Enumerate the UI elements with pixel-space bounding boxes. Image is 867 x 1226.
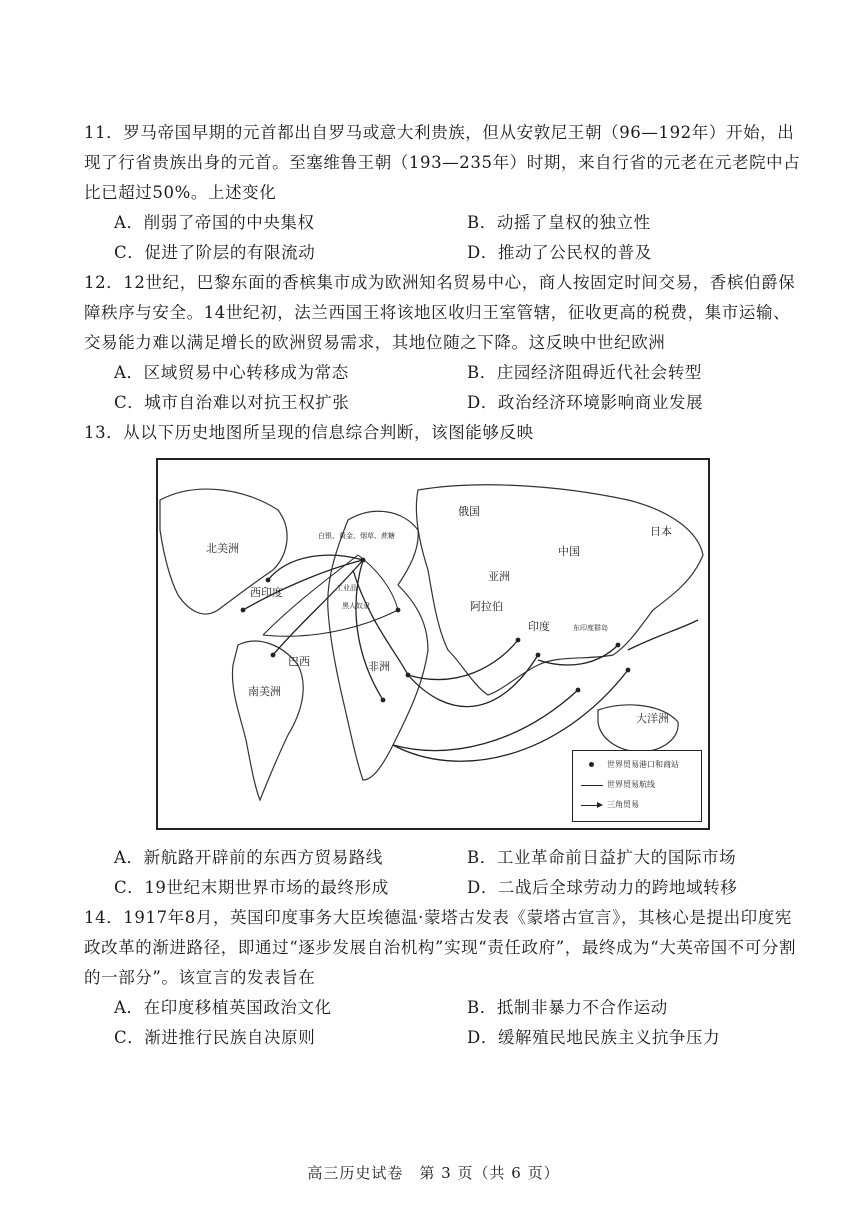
- question-stem: 14．1917年8月，英国印度事务大臣埃德温·蒙塔古发表《蒙塔古宣言》，其核心是提出印度宪政改革的渐进路径，即通过“逐步发展自治机构”实现“责任政府”，最终成为“大英帝国不可分割的一部分”。该宣言的发表旨在: [84, 908, 797, 987]
- map-small-label: 东印度群岛: [573, 624, 608, 632]
- option-a[interactable]: A．新航路开辟前的东西方贸易路线: [114, 848, 384, 867]
- map-label: 大洋洲: [636, 712, 669, 725]
- option-a[interactable]: A．削弱了帝国的中央集权: [114, 213, 315, 232]
- options: [114, 843, 802, 903]
- question-13: [84, 418, 802, 448]
- map-label: 印度: [528, 620, 550, 633]
- legend-label: 三角贸易: [607, 800, 639, 809]
- question-stem: 11．罗马帝国早期的元首都出自罗马或意大利贵族，但从安敦尼王朝（96—192年）开始，出现了行省贵族出身的元首。至塞维鲁王朝（193—235年）时期，来自行省的元老在元老院中占比已超过50%。上述变化: [84, 123, 801, 202]
- map-label: 非洲: [368, 660, 390, 673]
- option-c[interactable]: C．19世纪末期世界市场的最终形成: [114, 878, 389, 897]
- option-b[interactable]: B．动摇了皇权的独立性: [467, 213, 651, 232]
- options: [114, 208, 802, 268]
- map-label: 俄国: [458, 505, 480, 518]
- question-14: [84, 903, 802, 1053]
- options: [114, 993, 802, 1053]
- option-a[interactable]: A．区域贸易中心转移成为常态: [114, 363, 349, 382]
- map-label: 日本: [650, 525, 672, 538]
- map-label: 巴西: [288, 655, 310, 668]
- page-footer: 高三历史试卷 第 3 页（共 6 页）: [307, 1164, 560, 1182]
- legend-label: 世界贸易港口和商站: [607, 760, 679, 769]
- question-13-options: [84, 843, 802, 903]
- legend-label: 世界贸易航线: [607, 780, 655, 789]
- question-stem: 12．12世纪，巴黎东面的香槟集市成为欧洲知名贸易中心，商人按固定时间交易，香槟伯爵保障秩序与安全。14世纪初，法兰西国王将该地区收归王室管辖，征收更高的税费，集市运输、交易能力难以满足增长的欧洲贸易需求，其地位随之下降。这反映中世纪欧洲: [84, 273, 796, 352]
- map-label: 西印度: [250, 586, 283, 599]
- option-d[interactable]: D．政治经济环境影响商业发展: [467, 393, 704, 412]
- option-c[interactable]: C．城市自治难以对抗王权扩张: [114, 393, 350, 412]
- map-label: 北美洲: [206, 542, 239, 555]
- route-line-icon: [581, 781, 603, 789]
- map-label: 阿拉伯: [470, 600, 503, 613]
- map-label: 南美洲: [248, 685, 281, 698]
- option-d[interactable]: D．二战后全球劳动力的跨地域转移: [467, 878, 738, 897]
- option-c[interactable]: C．促进了阶层的有限流动: [114, 243, 316, 262]
- option-a[interactable]: A．在印度移植英国政治文化: [114, 998, 332, 1017]
- ports: [241, 558, 631, 703]
- map-label: 亚洲: [488, 570, 510, 583]
- option-b[interactable]: B．庄园经济阻碍近代社会转型: [467, 363, 703, 382]
- map-label: 中国: [558, 545, 580, 558]
- europe-africa-shape: [328, 511, 428, 780]
- question-stem: 13．从以下历史地图所呈现的信息综合判断，该图能够反映: [84, 423, 534, 442]
- question-11: [84, 118, 802, 268]
- question-12: [84, 268, 802, 418]
- option-d[interactable]: D．推动了公民权的普及: [467, 243, 652, 262]
- options: [114, 358, 802, 418]
- arrow-icon: [581, 801, 603, 809]
- port-dot-icon: [581, 761, 603, 769]
- option-c[interactable]: C．渐进推行民族自决原则: [114, 1028, 316, 1047]
- map-legend: [572, 750, 702, 822]
- option-b[interactable]: B．抵制非暴力不合作运动: [467, 998, 668, 1017]
- map-small-label: 黑人奴隶: [342, 602, 370, 610]
- option-b[interactable]: B．工业革命前日益扩大的国际市场: [467, 848, 737, 867]
- map-small-label: 白银、黄金、烟草、蔗糖: [318, 532, 395, 540]
- map-small-label: 工业品: [336, 584, 357, 592]
- trade-route-map: [156, 458, 710, 830]
- option-d[interactable]: D．缓解殖民地民族主义抗争压力: [467, 1028, 721, 1047]
- trade-routes: [243, 555, 698, 761]
